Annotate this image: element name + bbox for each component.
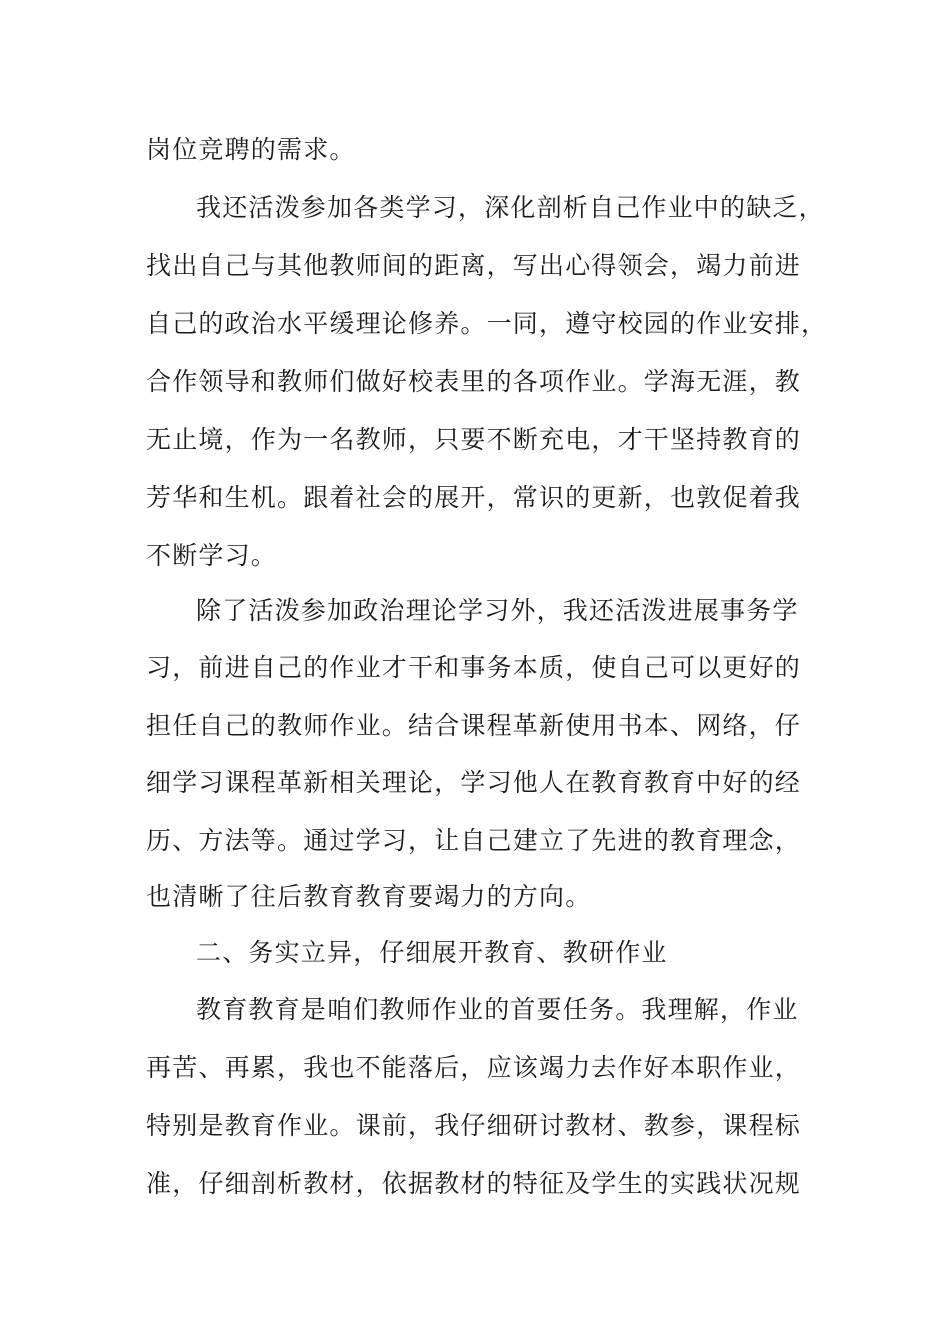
text-line: 合作领导和教师们做好校表里的各项作业。学海无涯，教 bbox=[146, 367, 802, 396]
section-heading: 二、务实立异，仔细展开教育、教研作业 bbox=[196, 938, 668, 967]
text-line: 教育教育是咱们教师作业的首要任务。我理解，作业 bbox=[196, 995, 799, 1024]
text-line: 再苦、再累，我也不能落后，应该竭力去作好本职作业， bbox=[146, 1053, 802, 1082]
text-line: 岗位竞聘的需求。 bbox=[146, 135, 356, 164]
text-line: 无止境，作为一名教师，只要不断充电，才干坚持教育的 bbox=[146, 425, 802, 454]
text-line: 习，前进自己的作业才干和事务本质，使自己可以更好的 bbox=[146, 653, 802, 682]
text-line: 找出自己与其他教师间的距离，写出心得领会，竭力前进 bbox=[146, 251, 802, 280]
text-line: 准，仔细剖析教材，依据教材的特征及学生的实践状况规 bbox=[146, 1169, 802, 1198]
text-line: 特别是教育作业。课前，我仔细研讨教材、教参，课程标 bbox=[146, 1111, 802, 1140]
text-line: 担任自己的教师作业。结合课程革新使用书本、网络，仔 bbox=[146, 711, 802, 740]
text-line: 自己的政治水平缓理论修养。一同，遵守校园的作业安排， bbox=[146, 309, 828, 338]
text-line: 除了活泼参加政治理论学习外，我还活泼进展事务学 bbox=[196, 596, 799, 625]
text-line: 历、方法等。通过学习，让自己建立了先进的教育理念， bbox=[146, 826, 802, 855]
text-line: 芳华和生机。跟着社会的展开，常识的更新，也敦促着我 bbox=[146, 483, 802, 512]
text-line: 我还活泼参加各类学习，深化剖析自己作业中的缺乏， bbox=[196, 193, 825, 222]
text-line: 也清晰了往后教育教育要竭力的方向。 bbox=[146, 882, 592, 911]
text-line: 不断学习。 bbox=[146, 541, 278, 570]
text-line: 细学习课程革新相关理论，学习他人在教育教育中好的经 bbox=[146, 768, 802, 797]
